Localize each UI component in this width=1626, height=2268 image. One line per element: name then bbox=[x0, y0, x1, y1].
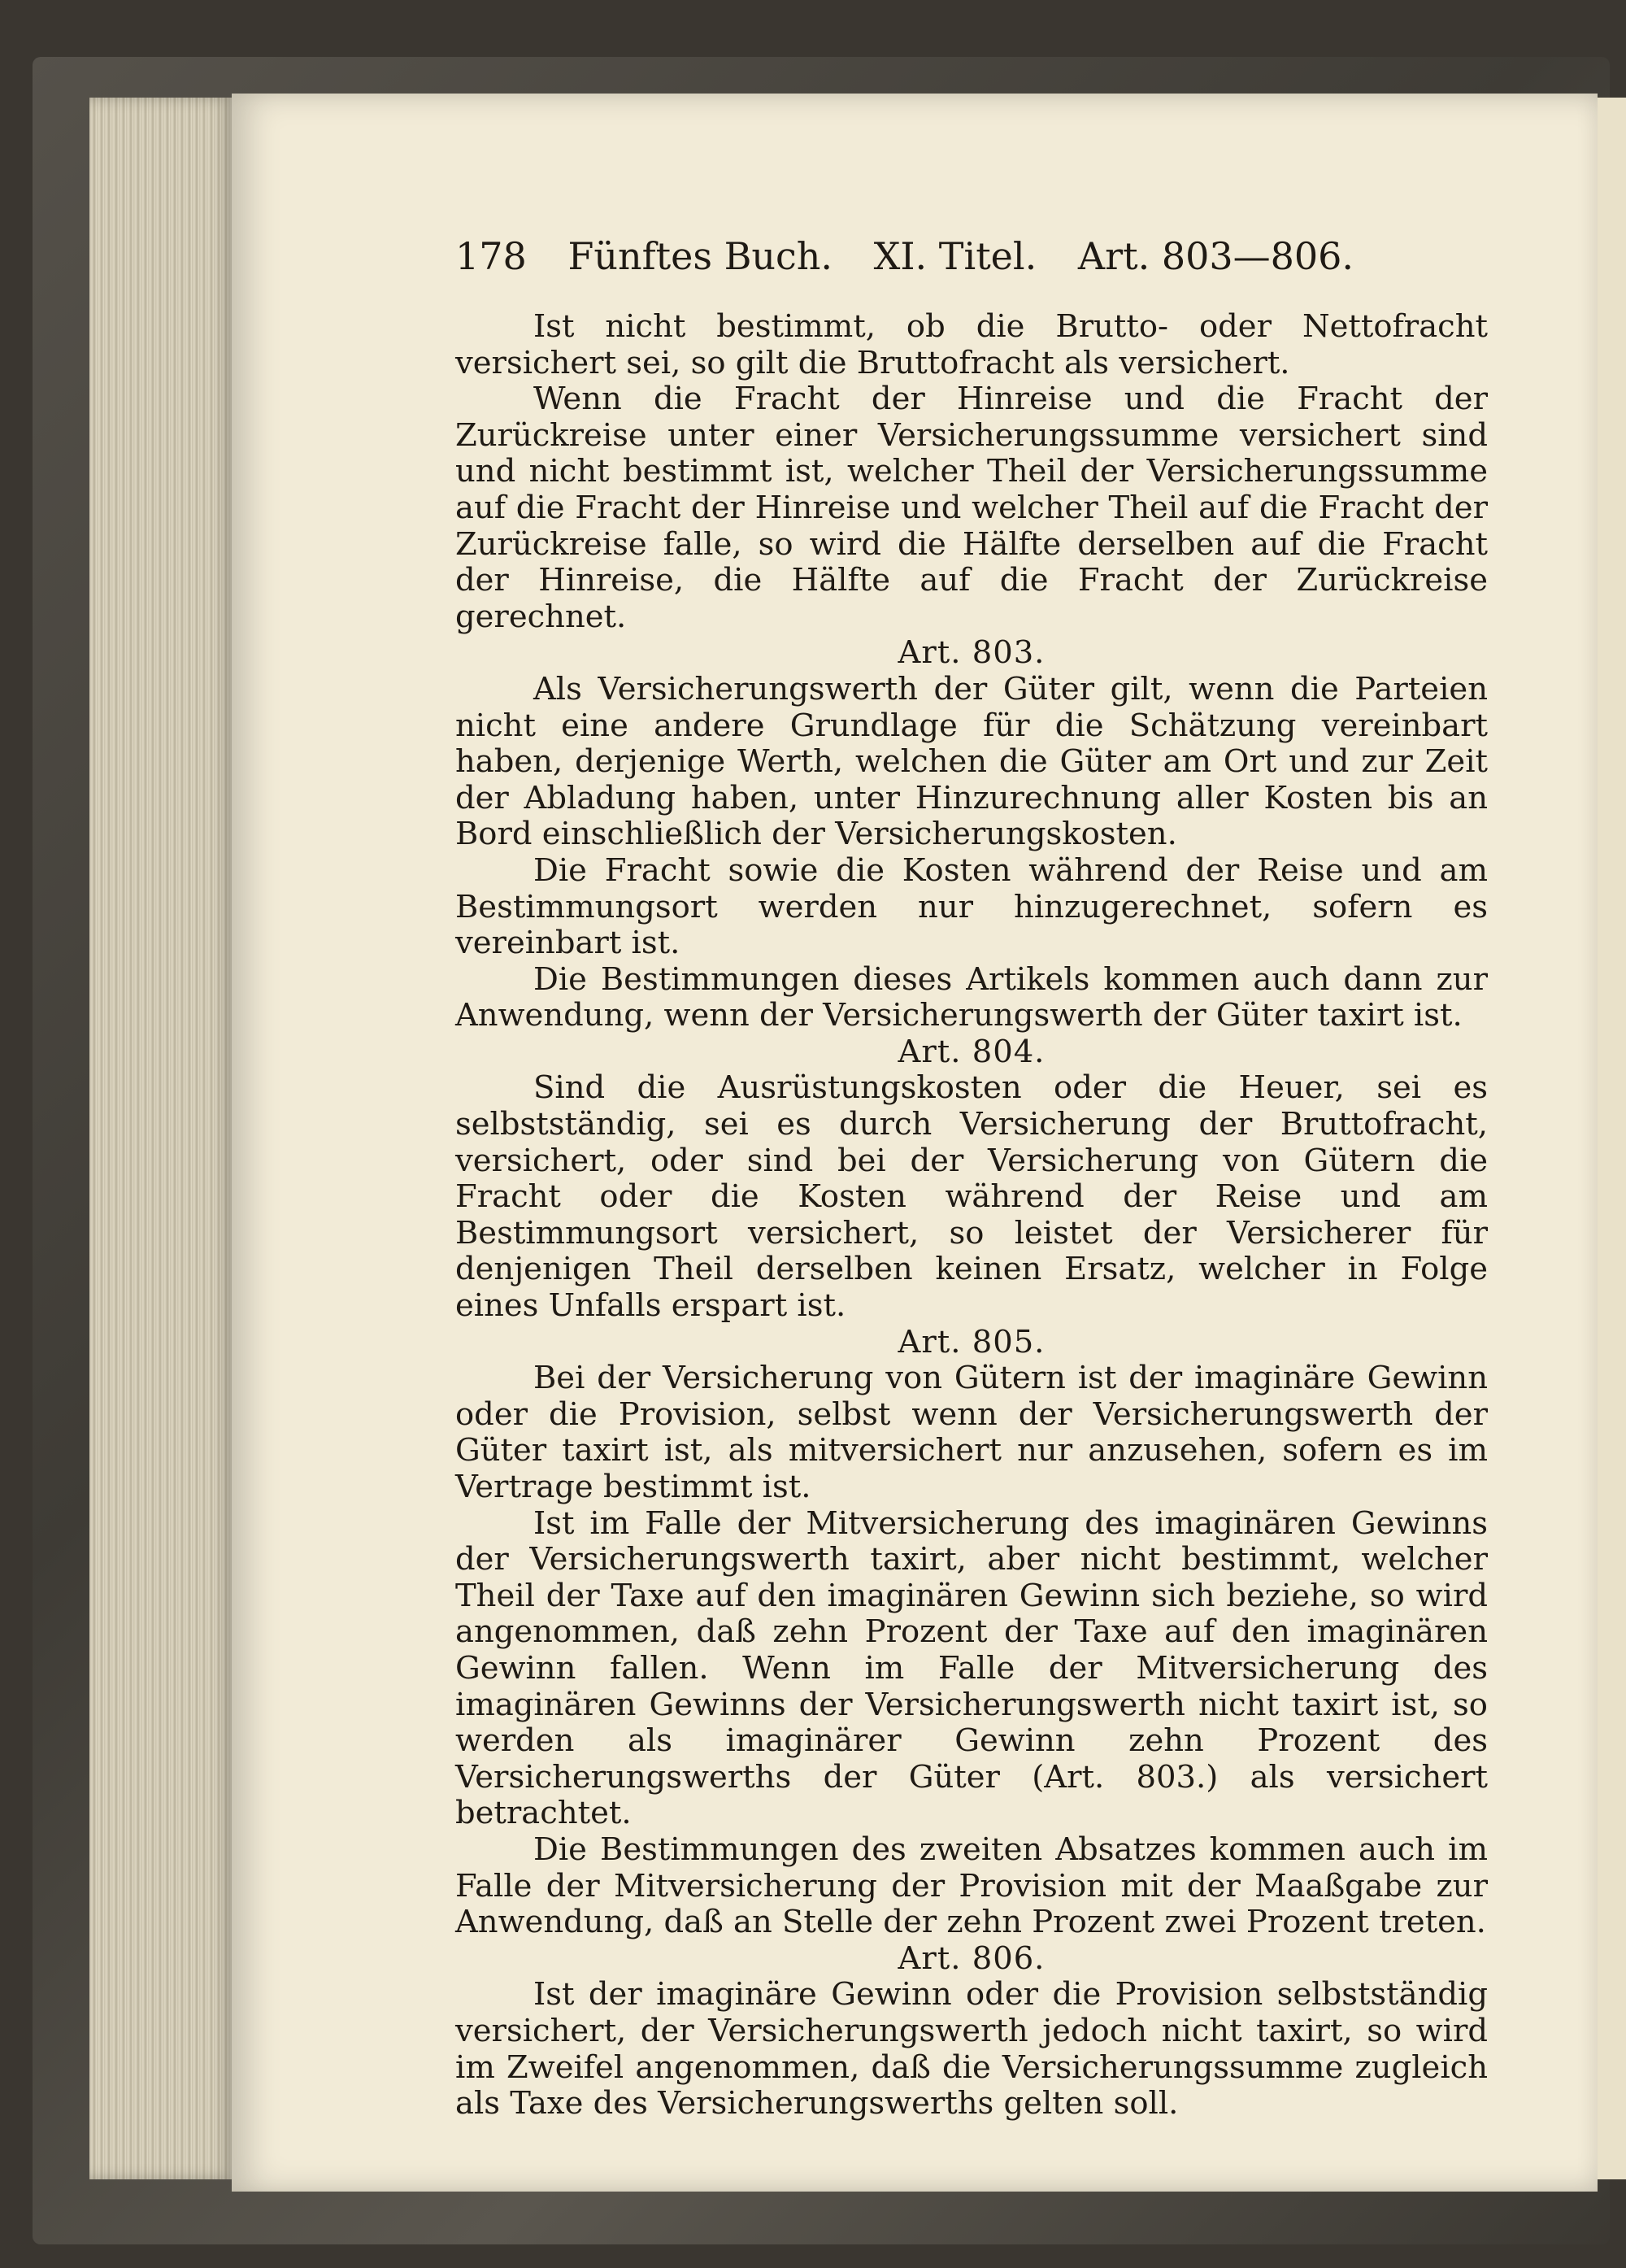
facing-page-edge bbox=[1593, 98, 1626, 2179]
paragraph: Bei der Versicherung von Gütern ist der imaginäre Gewinn oder die Provision, selbst wenn der Versicherungswerth der Güter taxirt ist, als mitversichert nur anzusehen, sofern es im Vertrage bestimmt ist. bbox=[455, 1360, 1488, 1505]
article-heading: Art. 804. bbox=[898, 1033, 1046, 1070]
title-label: XI. Titel. bbox=[873, 234, 1037, 278]
paragraph: Ist der imaginäre Gewinn oder die Provision selbstständig versichert, der Versicherungswerth jedoch nicht taxirt, so wird im Zweifel angenommen, daß die Versicherungssumme zugleich als Taxe des Versicherungswerths gelten soll. bbox=[455, 1976, 1488, 2122]
body-text bbox=[455, 309, 1488, 2122]
paragraph: Ist im Falle der Mitversicherung des imaginären Gewinns der Versicherungswerth taxirt, aber nicht bestimmt, welcher Theil der Taxe auf den imaginären Gewinn sich beziehe, so wird angenommen, daß zehn Prozent der Taxe auf den imaginären Gewinn fallen. Wenn im Falle der Mitversicherung des imaginären Gewinns der Versicherungswerth nicht taxirt ist, so werden als imaginärer Gewinn zehn Prozent des Versicherungswerths der Güter (Art. 803.) als versichert betrachtet. bbox=[455, 1504, 1488, 1832]
paragraph: Als Versicherungswerth der Güter gilt, wenn die Parteien nicht eine andere Grundlage für die Schätzung vereinbart haben, derjenige Werth, welchen die Güter am Ort und zur Zeit der Abladung haben, unter Hinzurechnung aller Kosten bis an Bord einschließlich der Versicherungskosten. bbox=[455, 670, 1488, 853]
article-heading: Art. 805. bbox=[898, 1323, 1046, 1360]
articles-range: Art. 803—806. bbox=[1077, 234, 1354, 278]
paragraph: Die Bestimmungen des zweiten Absatzes kommen auch im Falle der Mitversicherung der Provision mit der Maaßgabe zur Anwendung, daß an Stelle der zehn Prozent zwei Prozent treten. bbox=[455, 1831, 1488, 1941]
paragraph: Sind die Ausrüstungskosten oder die Heuer, sei es selbstständig, sei es durch Versicherung der Bruttofracht, versichert, oder sind bei der Versicherung von Gütern die Fracht oder die Kosten während der Reise und am Bestimmungsort versichert, so leistet der Versicherer für denjenigen Theil derselben keinen Ersatz, welcher in Folge eines Unfalls erspart ist. bbox=[455, 1069, 1488, 1325]
paragraph: Ist nicht bestimmt, ob die Brutto- oder Nettofracht versichert sei, so gilt die Bruttofracht als versichert. bbox=[455, 308, 1488, 381]
article-heading: Art. 803. bbox=[898, 634, 1046, 672]
page-edges bbox=[89, 98, 236, 2179]
paragraph: Die Fracht sowie die Kosten während der Reise und am Bestimmungsort werden nur hinzugerechnet, sofern es vereinbart ist. bbox=[455, 851, 1488, 962]
running-header bbox=[455, 234, 1366, 283]
paragraph: Wenn die Fracht der Hinreise und die Fracht der Zurückreise unter einer Versicherungssumme versichert sind und nicht bestimmt ist, welcher Theil der Versicherungssumme auf die Fracht der Hinreise und welcher Theil auf die Fracht der Zurückreise falle, so wird die Hälfte derselben auf die Fracht der Hinreise, die Hälfte auf die Fracht der Zurückreise gerechnet. bbox=[455, 381, 1488, 635]
page-number: 178 bbox=[455, 234, 527, 278]
book-label: Fünftes Buch. bbox=[567, 234, 833, 278]
article-heading: Art. 806. bbox=[898, 1939, 1046, 1977]
paragraph: Die Bestimmungen dieses Artikels kommen auch dann zur Anwendung, wenn der Versicherungswerth der Güter taxirt ist. bbox=[455, 960, 1488, 1034]
